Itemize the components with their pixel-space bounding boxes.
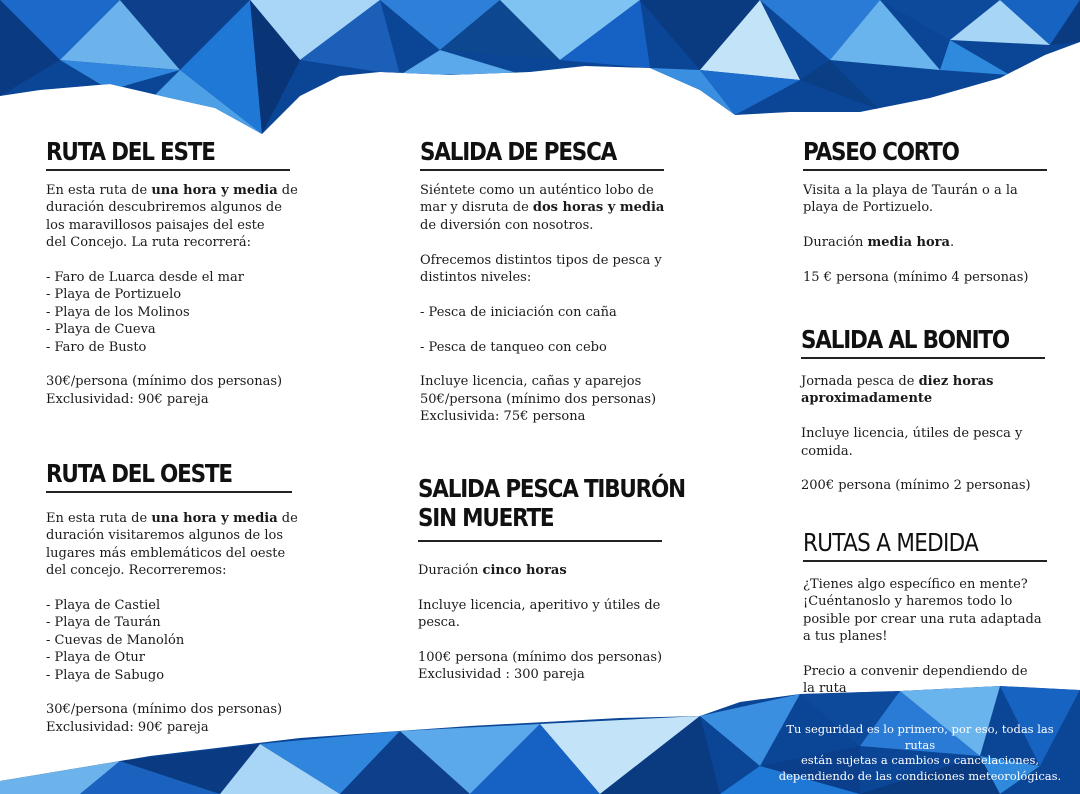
salida-pesca-exclusive: Exclusivida: 75€ persona [420, 409, 586, 425]
list-item: - Playa de Portizuelo [46, 287, 182, 303]
salida-pesca-line4: Ofrecemos distintos tipos de pesca y [420, 252, 662, 268]
ruta-oeste-price: 30€/persona (mínimo dos personas) [46, 702, 283, 718]
ruta-oeste-intro-line1: En esta ruta de una hora y media de [46, 511, 298, 526]
ruta-este-exclusive: Exclusividad: 90€ pareja [46, 391, 209, 407]
tiburon-title-line2: SIN MUERTE [418, 503, 554, 532]
ruta-este-intro-line1: En esta ruta de una hora y media de [46, 183, 298, 198]
list-item: - Cuevas de Manolón [46, 632, 185, 648]
list-item: - Pesca de iniciación con caña [420, 304, 617, 320]
rutas-medida-line6: la ruta [803, 681, 847, 697]
rutas-medida-line1: ¿Tienes algo específico en mente? [803, 577, 1028, 592]
bonito-price: 200€ persona (mínimo 2 personas) [801, 478, 1031, 494]
tiburon-title-line1: SALIDA PESCA TIBURÓN [418, 474, 685, 503]
safety-note-line1: Tu seguridad es lo primero, por eso, todas las rutas [786, 722, 1054, 752]
section-rutas-medida [803, 528, 1047, 698]
top-blue-polygon-banner [0, 0, 1080, 140]
safety-note [770, 722, 1070, 784]
tiburon-includes-line2: pesca. [418, 615, 460, 631]
salida-pesca-line5: distintos niveles: [420, 270, 532, 286]
paseo-corto-title: PASEO CORTO [803, 137, 959, 166]
ruta-este-title: RUTA DEL ESTE [46, 137, 215, 166]
section-ruta-este [46, 137, 298, 408]
salida-pesca-line3: de diversión con nosotros. [420, 217, 594, 233]
bonito-includes-line1: Incluye licencia, útiles de pesca y [801, 426, 1023, 442]
section-bonito [801, 325, 1045, 495]
ruta-oeste-intro-line2: duración visitaremos algunos de los [46, 528, 284, 544]
tiburon-includes-line1: Incluye licencia, aperitivo y útiles de [418, 597, 661, 613]
list-item: - Playa de Taurán [46, 615, 161, 631]
tiburon-exclusive: Exclusividad : 300 pareja [418, 667, 585, 683]
section-ruta-oeste [46, 459, 298, 736]
list-item: - Faro de Luarca desde el mar [46, 270, 244, 286]
section-tiburon [418, 474, 685, 684]
ruta-este-intro-line4: del Concejo. La ruta recorrerá: [46, 235, 252, 251]
list-item: - Faro de Busto [46, 339, 147, 355]
paseo-corto-price: 15 € persona (mínimo 4 personas) [803, 270, 1029, 285]
list-item: - Playa de Otur [46, 650, 146, 666]
safety-note-line2: están sujetas a cambios o cancelaciones, [800, 753, 1040, 767]
list-item: - Playa de Sabugo [46, 667, 165, 683]
rutas-medida-title: RUTAS A MEDIDA [803, 528, 979, 557]
bonito-title: SALIDA AL BONITO [801, 325, 1009, 354]
ruta-este-price: 30€/persona (mínimo dos personas) [46, 374, 283, 390]
section-salida-pesca [420, 137, 664, 426]
bonito-includes-line2: comida. [801, 443, 853, 459]
list-item: - Playa de Cueva [46, 322, 156, 338]
tiburon-duration: Duración cinco horas [418, 563, 567, 578]
rutas-medida-line4: a tus planes! [803, 629, 888, 645]
ruta-oeste-intro-line4: del concejo. Recorreremos: [46, 563, 227, 579]
ruta-oeste-exclusive: Exclusividad: 90€ pareja [46, 719, 209, 735]
paseo-corto-duration: Duración media hora. [803, 235, 955, 251]
bonito-line2: aproximadamente [801, 391, 933, 407]
salida-pesca-line2: mar y disruta de dos horas y media [420, 200, 665, 216]
list-item: - Pesca de tanqueo con cebo [420, 339, 607, 355]
salida-pesca-title: SALIDA DE PESCA [420, 137, 617, 166]
rutas-medida-line5: Precio a convenir dependiendo de [803, 664, 1028, 680]
tiburon-price: 100€ persona (mínimo dos personas) [418, 650, 663, 665]
ruta-oeste-title: RUTA DEL OESTE [46, 459, 232, 488]
ruta-este-intro-line2: duración descubriremos algunos de [46, 200, 282, 216]
safety-note-line3: dependiendo de las condiciones meteorológicas. [778, 768, 1062, 783]
salida-pesca-line1: Siéntete como un auténtico lobo de [420, 183, 654, 198]
ruta-oeste-intro-line3: lugares más emblemáticos del oeste [46, 545, 286, 561]
salida-pesca-price: 50€/persona (mínimo dos personas) [420, 391, 657, 407]
list-item: - Playa de los Molinos [46, 304, 190, 320]
rutas-medida-line2: ¡Cuéntanoslo y haremos todo lo [803, 594, 1013, 610]
salida-pesca-includes: Incluye licencia, cañas y aparejos [420, 374, 642, 390]
paseo-corto-line2: playa de Portizuelo. [803, 200, 934, 216]
ruta-este-intro-line3: los maravillosos paisajes del este [46, 217, 265, 233]
rutas-medida-line3: posible por crear una ruta adaptada [803, 611, 1042, 627]
paseo-corto-line1: Visita a la playa de Taurán o a la [803, 183, 1018, 198]
list-item: - Playa de Castiel [46, 598, 161, 614]
section-paseo-corto [803, 137, 1047, 286]
bonito-line1: Jornada pesca de diez horas [801, 374, 994, 389]
